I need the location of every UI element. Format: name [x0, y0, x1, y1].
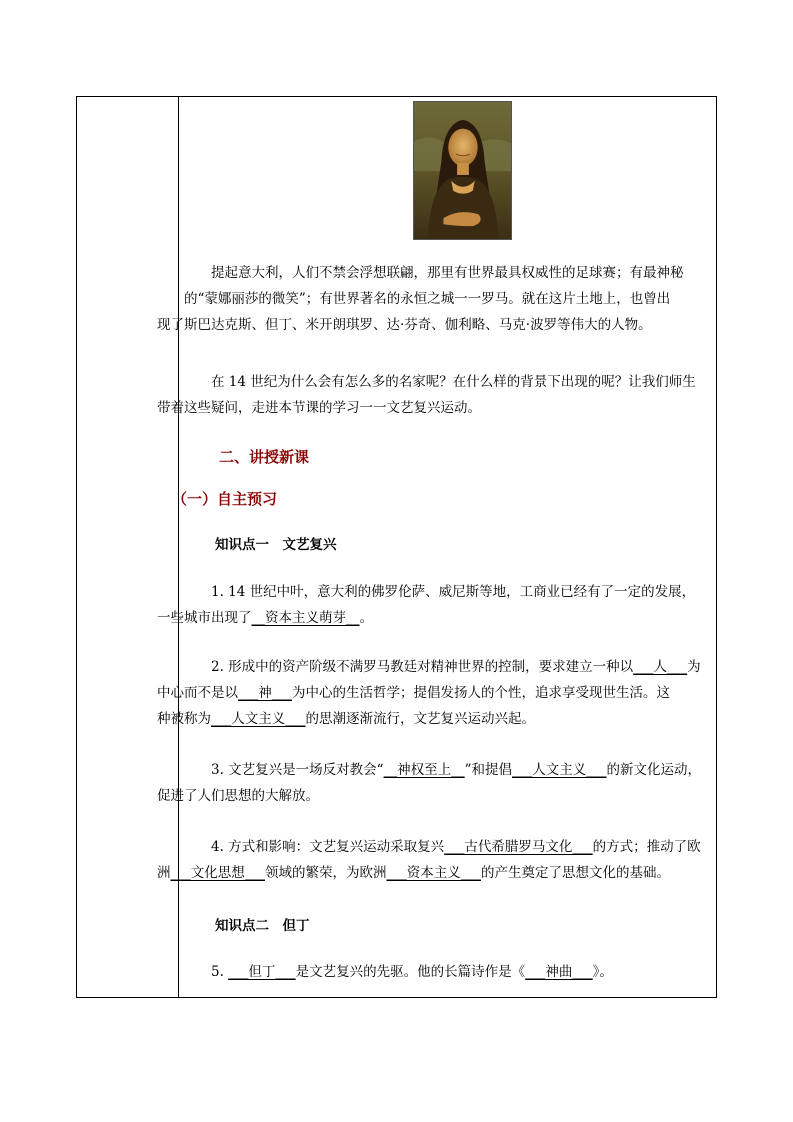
intro-paragraph-2: [157, 369, 708, 421]
question-5: [184, 959, 708, 985]
q3-answer-blank-1: __神权至上__: [383, 762, 465, 778]
intro-paragraph-1: [157, 260, 708, 338]
intro-p2-line-2: 带着这些疑问，走进本节课的学习一一文艺复兴运动。: [157, 400, 481, 416]
knowledge-point-1-title: 知识点一 文艺复兴: [215, 537, 337, 553]
q4-answer-blank-3: ___资本主义___: [386, 865, 481, 881]
q3-text-1: 3. 文艺复兴是一场反对教会“: [211, 762, 384, 778]
q4-text-1: 4. 方式和影响：文艺复兴运动采取复兴: [211, 839, 445, 855]
q4-text-5: 的产生奠定了思想文化的基础。: [481, 865, 670, 881]
subsection-1-title: （一）自主预习: [172, 490, 278, 508]
q2-text-4: 为中心的生活哲学；提倡发扬人的个性，追求享受现世生活。这: [292, 685, 670, 701]
question-1: [157, 579, 708, 631]
q4-text-3: 洲: [157, 865, 171, 881]
intro-p1-line-2: 的“蒙娜丽莎的微笑”；有世界著名的永恒之城一一罗马。就在这片土地上，也曾出: [184, 291, 671, 307]
q5-text-1: 5.: [211, 964, 229, 980]
q3-text-4: 促进了人们思想的大解放。: [157, 788, 319, 804]
q2-answer-blank-3: ___人文主义___: [211, 711, 306, 727]
question-3: [157, 757, 708, 809]
q2-text-1: 2. 形成中的资产阶级不满罗马教廷对精神世界的控制，要求建立一种以: [211, 659, 634, 675]
q2-answer-blank-2: ___神___: [238, 685, 292, 701]
q4-text-4: 领域的繁荣，为欧洲: [265, 865, 387, 881]
q4-answer-blank-2: ___文化思想___: [170, 865, 265, 881]
intro-p1-line-1: 提起意大利，人们不禁会浮想联翩，那里有世界最具权威性的足球赛；有最神秘: [211, 265, 684, 281]
intro-p2-line-1: 在 14 世纪为什么会有怎么多的名家呢？在什么样的背景下出现的呢？让我们师生: [211, 374, 696, 390]
q3-answer-blank-2: ___人文主义___: [511, 762, 607, 778]
q1-text-3: 。: [359, 610, 373, 626]
mona-lisa-image: [413, 101, 512, 240]
q2-text-2: 为: [687, 659, 701, 675]
intro-p1-line-3: 现了斯巴达克斯、但丁、米开朗琪罗、达·芬奇、伽利略、马克·波罗等伟大的人物。: [157, 317, 652, 333]
q4-answer-blank-1: ___古代希腊罗马文化___: [444, 839, 593, 855]
q3-text-3: 的新文化运动，: [606, 762, 701, 778]
q5-text-2: 是文艺复兴的先驱。他的长篇诗作是《: [295, 964, 526, 980]
q5-answer-blank-2: ___神曲___: [525, 964, 593, 980]
knowledge-point-2-title: 知识点二 但丁: [215, 918, 310, 934]
q4-text-2: 的方式；推动了欧: [592, 839, 701, 855]
q1-text-2: 一些城市出现了: [157, 610, 252, 626]
q2-text-3: 中心而不是以: [157, 685, 238, 701]
q2-text-5: 种被称为: [157, 711, 211, 727]
q2-answer-blank-1: ___人___: [633, 659, 688, 675]
question-4: [157, 834, 708, 886]
q5-text-3: 》。: [592, 964, 613, 980]
q5-answer-blank-1: ___但丁___: [228, 964, 296, 980]
section-2-title: 二、讲授新课: [219, 448, 310, 466]
q1-text: 1. 14 世纪中叶，意大利的佛罗伦萨、威尼斯等地，工商业已经有了一定的发展，: [211, 584, 696, 600]
question-2: [157, 654, 708, 732]
q1-answer-blank: __资本主义萌芽__: [251, 610, 360, 626]
q2-text-6: 的思潮逐渐流行，文艺复兴运动兴起。: [305, 711, 535, 727]
column-divider: [178, 97, 179, 997]
content-cell: [157, 97, 708, 997]
q3-text-2: ”和提倡: [464, 762, 512, 778]
table-frame: [76, 96, 717, 998]
